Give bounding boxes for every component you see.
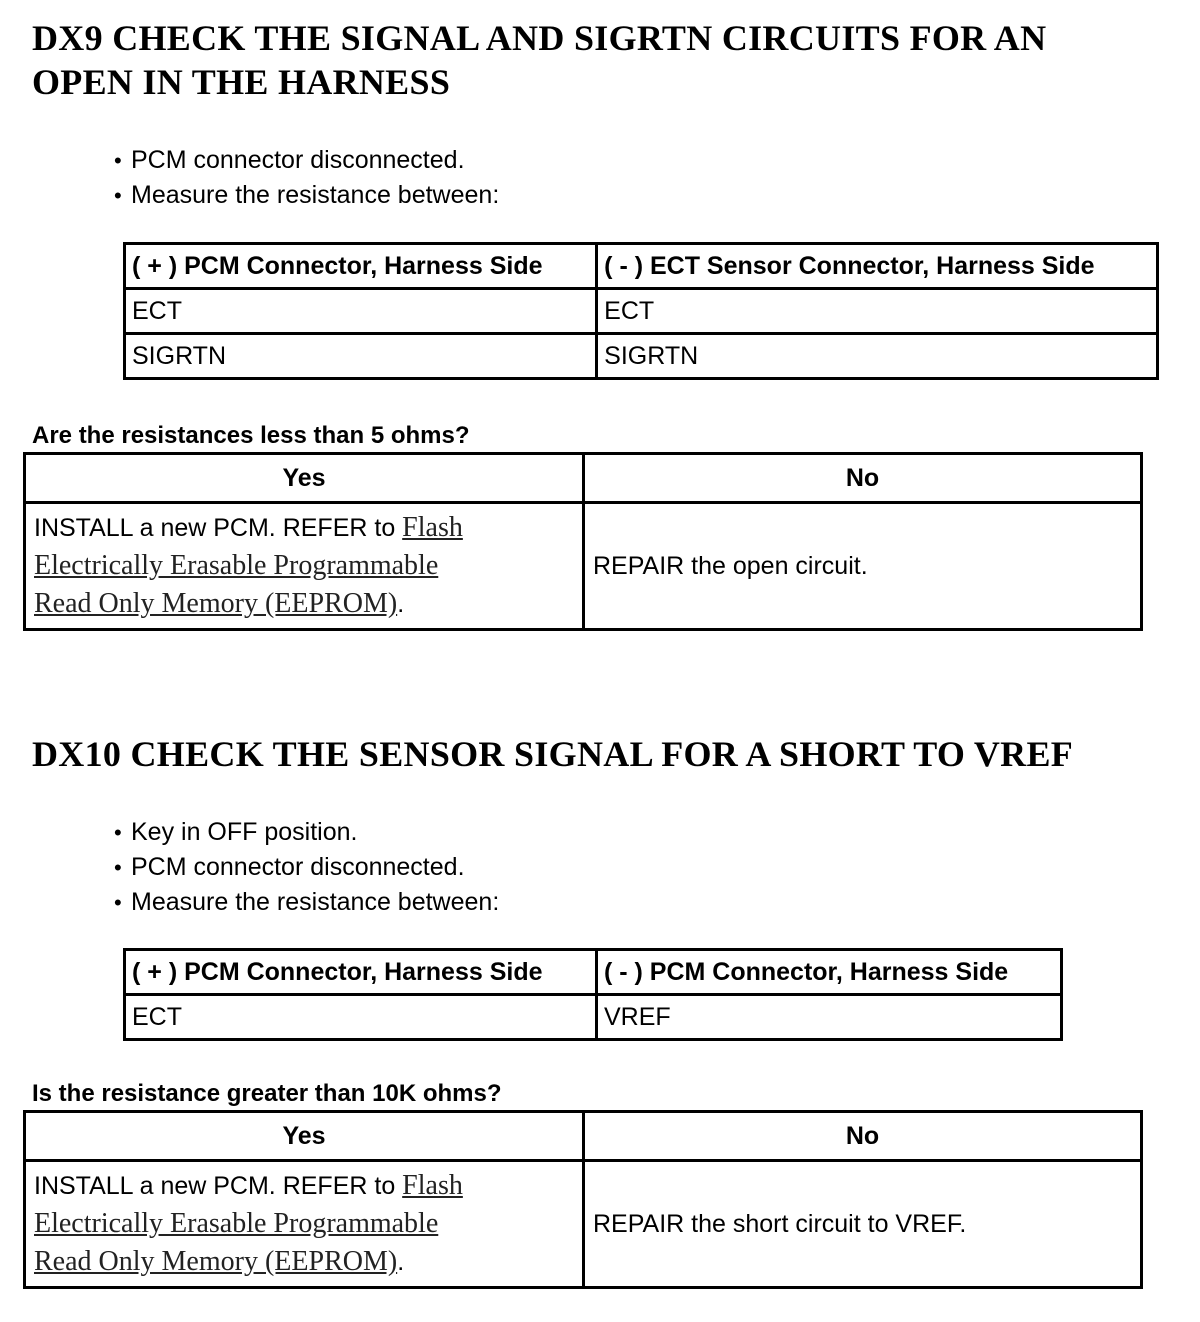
step-list-dx9 (114, 143, 499, 213)
yes-action-text: INSTALL a new PCM. REFER to (34, 514, 403, 542)
yes-suffix: . (397, 590, 405, 618)
step-item: • Measure the resistance between: (114, 178, 499, 213)
no-header: No (584, 1112, 1142, 1161)
step-list-dx10 (114, 815, 499, 920)
title-line-2: OPEN IN THE HARNESS (32, 62, 451, 102)
yes-action-text: INSTALL a new PCM. REFER to (34, 1172, 403, 1200)
measurement-table-dx10 (123, 948, 1063, 1041)
table-row (125, 334, 1158, 379)
answer-table-dx10 (23, 1110, 1143, 1289)
header-cell-plus: ( + ) PCM Connector, Harness Side (125, 950, 597, 995)
table-cell: ECT (125, 995, 597, 1040)
table-row (125, 289, 1158, 334)
no-action-cell: REPAIR the open circuit. (584, 503, 1142, 630)
yes-header: Yes (25, 454, 584, 503)
table-header-row (125, 244, 1158, 289)
yes-action-cell (25, 1161, 584, 1288)
step-item: • PCM connector disconnected. (114, 143, 499, 178)
table-row (125, 995, 1062, 1040)
table-cell: ECT (597, 289, 1158, 334)
table-cell: SIGRTN (597, 334, 1158, 379)
header-cell-minus: ( - ) ECT Sensor Connector, Harness Side (597, 244, 1158, 289)
answer-header-row (25, 454, 1142, 503)
answer-header-row (25, 1112, 1142, 1161)
step-item: • Key in OFF position. (114, 815, 499, 850)
title-line-1: DX9 CHECK THE SIGNAL AND SIGRTN CIRCUITS FOR AN (32, 18, 1047, 58)
no-header: No (584, 454, 1142, 503)
yes-suffix: . (397, 1248, 405, 1276)
question-dx9: Are the resistances less than 5 ohms? (32, 422, 470, 449)
table-cell: VREF (596, 995, 1061, 1040)
no-action-cell: REPAIR the short circuit to VREF. (584, 1161, 1142, 1288)
table-cell: SIGRTN (125, 334, 597, 379)
section-title-dx10: DX10 CHECK THE SENSOR SIGNAL FOR A SHORT TO VREF (32, 734, 1074, 774)
answer-table-dx9 (23, 452, 1143, 631)
eeprom-reference-link[interactable]: Flash Electrically Erasable Programmable Read Only Memory (EEPROM) (34, 1170, 463, 1277)
table-cell: ECT (125, 289, 597, 334)
question-dx10: Is the resistance greater than 10K ohms? (32, 1080, 502, 1107)
answer-row (25, 503, 1142, 630)
header-cell-plus: ( + ) PCM Connector, Harness Side (125, 244, 597, 289)
yes-action-cell (25, 503, 584, 630)
answer-row (25, 1161, 1142, 1288)
step-item: • PCM connector disconnected. (114, 850, 499, 885)
step-item: • Measure the resistance between: (114, 885, 499, 920)
table-header-row (125, 950, 1062, 995)
yes-header: Yes (25, 1112, 584, 1161)
section-title-dx9 (32, 16, 1182, 104)
eeprom-reference-link[interactable]: Flash Electrically Erasable Programmable Read Only Memory (EEPROM) (34, 512, 463, 619)
measurement-table-dx9 (123, 242, 1159, 380)
header-cell-minus: ( - ) PCM Connector, Harness Side (596, 950, 1061, 995)
